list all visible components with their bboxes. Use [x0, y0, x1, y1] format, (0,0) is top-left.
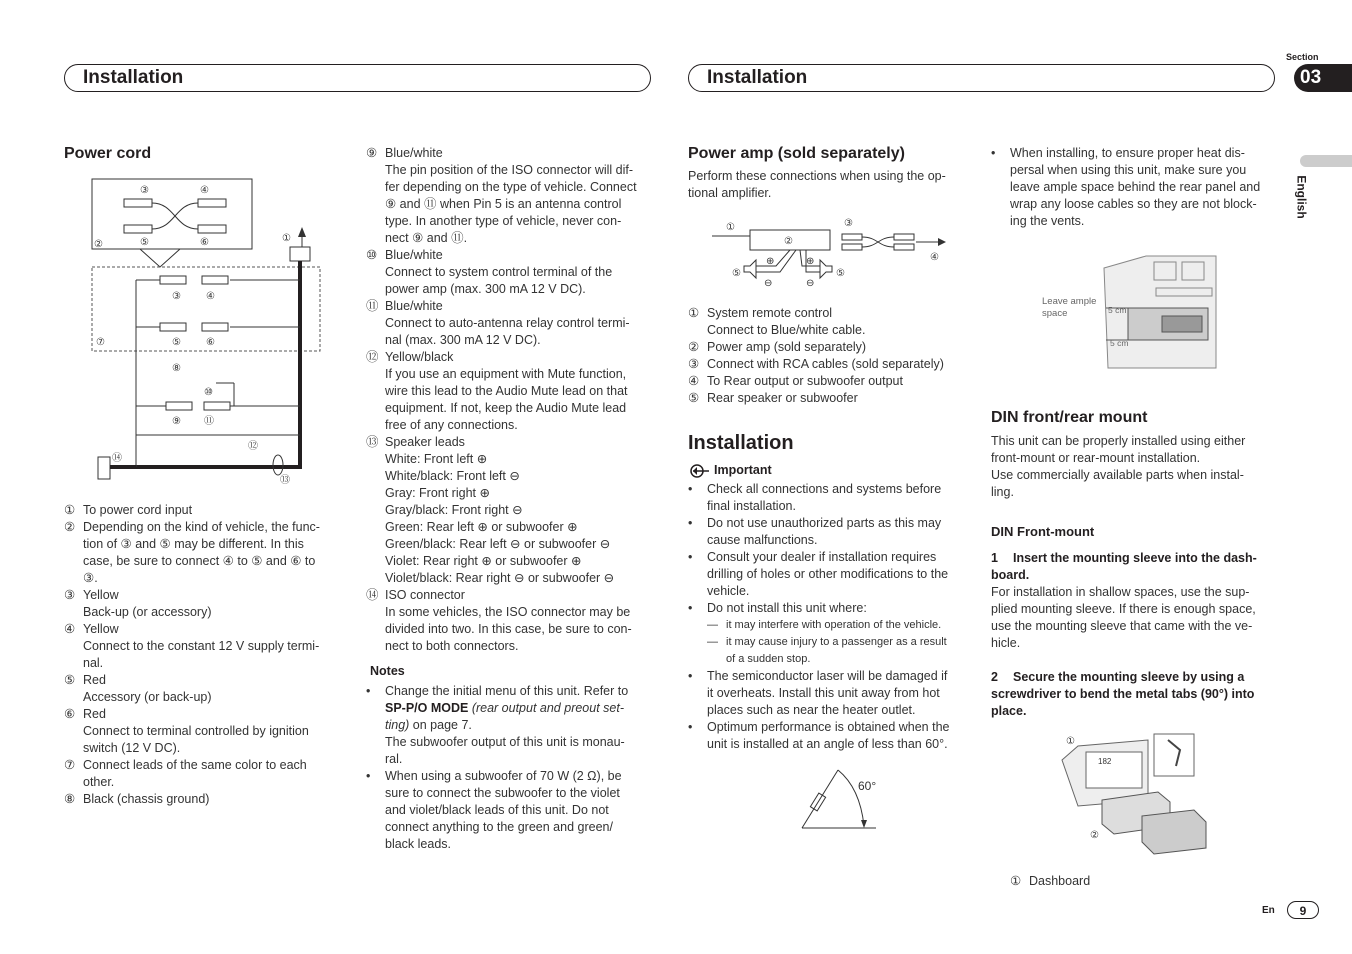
- notes-title: Notes: [370, 664, 405, 678]
- svg-text:⑪: ⑪: [204, 416, 214, 427]
- bullet-item: • Do not use unauthorized parts as this may cause malfunctions.: [688, 516, 942, 547]
- legend-item: ⑭ ISO connector In some vehicles, the ISO connector may be divided into two. In this case, be sure to con- nect to both connectors.: [366, 588, 632, 653]
- legend-item: ⑨ Blue/white The pin position of the ISO connector will dif- fer depending on the type of vehicle. Connect ⑨ and ⑪ when Pin 5 is an antenna control type. In another type of vehicle, never con- nect ⑨ and ⑪.: [366, 146, 637, 245]
- note-item: • Change the initial menu of this unit. Refer to SP-P/O MODE (rear output and preout set- ting) on page 7. The subwoofer output of this unit is monau- ral.: [366, 684, 629, 766]
- svg-text:⑤: ⑤: [172, 337, 181, 348]
- figure-caption: ① Dashboard: [1010, 874, 1091, 888]
- legend-item: ⑩ Blue/white Connect to system control terminal of the power amp (max. 300 mA 12 V DC).: [366, 248, 613, 296]
- notes-list: [366, 683, 656, 853]
- legend-item: ⑤ Rear speaker or subwoofer: [688, 391, 858, 405]
- svg-text:②: ②: [94, 239, 103, 250]
- bullet-item: • The semiconductor laser will be damaged if it overheats. Install this unit away from hot places such as near the heater outlet.: [688, 669, 948, 717]
- bullet-item: • When installing, to ensure proper heat dis- persal when using this unit, make sure you leave ample space behind the rear panel and wrap any loose cables so they are not block- ing the vents.: [991, 146, 1261, 228]
- din-mount-title: DIN front/rear mount: [991, 409, 1148, 426]
- bullet-item: • Consult your dealer if installation requires drilling of holes or other modifications to the vehicle.: [688, 550, 949, 598]
- page-number: 9: [1299, 904, 1307, 918]
- svg-text:③: ③: [172, 291, 181, 302]
- footer-lang: En: [1262, 905, 1275, 916]
- note-item: • When using a subwoofer of 70 W (2 Ω), be sure to connect the subwoofer to the violet and violet/black leads of this unit. Do not connect anything to the green and green/ black leads.: [366, 769, 622, 851]
- legend-item: ⑫ Yellow/black If you use an equipment with Mute function, wire this lead to the Audio Mute lead on that equipment. If not, keep the Audio Mute lead free of any connections.: [366, 350, 628, 432]
- legend-item: ③ Connect with RCA cables (sold separately): [688, 357, 944, 371]
- svg-text:④: ④: [930, 252, 939, 263]
- svg-text:⑥: ⑥: [206, 337, 215, 348]
- step1-text: For installation in shallow spaces, use the sup- plied mounting sleeve. If there is enough space, use the mounting sleeve that came with the ve- hicle.: [991, 585, 1256, 650]
- page-number-badge: [1287, 901, 1319, 919]
- svg-text:⑧: ⑧: [172, 363, 181, 374]
- legend-item: ② Power amp (sold separately): [688, 340, 867, 354]
- legend-item: ⑦ Connect leads of the same color to each other.: [64, 758, 307, 789]
- svg-text:④: ④: [206, 291, 215, 302]
- bullet-item: • Optimum performance is obtained when the unit is installed at an angle of less than 60°.: [688, 720, 950, 751]
- section-number-badge: [1294, 64, 1352, 92]
- svg-text:⑫: ⑫: [248, 441, 258, 452]
- left-header-bar: [64, 64, 651, 92]
- svg-text:⑭: ⑭: [112, 453, 122, 464]
- power-amp-legend: [688, 305, 978, 407]
- fig-dim2: 5 cm: [1110, 338, 1129, 348]
- svg-text:①: ①: [726, 222, 735, 233]
- bullet-item: • Check all connections and systems before final installation.: [688, 482, 942, 513]
- fig-label-line2: space: [1042, 308, 1068, 319]
- dash-item: — it may interfere with operation of the vehicle.: [707, 619, 942, 631]
- legend-item: ④ To Rear output or subwoofer output: [688, 374, 903, 388]
- language-tab: [1300, 155, 1352, 167]
- legend-item: ① System remote control Connect to Blue/white cable.: [688, 306, 866, 337]
- svg-text:⊖: ⊖: [764, 278, 773, 289]
- svg-text:⑤: ⑤: [836, 268, 845, 279]
- bullet-item: • Do not install this unit where:: [688, 601, 867, 615]
- svg-text:⊖: ⊖: [806, 278, 815, 289]
- svg-text:④: ④: [200, 185, 209, 196]
- legend-item: ⑤ Red Accessory (or back-up): [64, 673, 212, 704]
- right-header-bar: [688, 64, 1275, 92]
- section-number: 03: [1300, 67, 1322, 88]
- fig-182: 182: [1098, 757, 1112, 766]
- important-icon: [689, 464, 711, 478]
- power-amp-title: Power amp (sold separately): [688, 145, 905, 162]
- section-label: Section: [1286, 52, 1319, 62]
- front-mount-title: DIN Front-mount: [991, 524, 1095, 539]
- svg-text:⑥: ⑥: [200, 237, 209, 248]
- svg-text:⊕: ⊕: [806, 256, 815, 267]
- angle-diagram: [798, 764, 888, 834]
- svg-text:③: ③: [140, 185, 149, 196]
- important-label: Important: [714, 463, 772, 477]
- installation-title: Installation: [688, 432, 794, 454]
- svg-text:③: ③: [844, 218, 853, 229]
- svg-text:⑤: ⑤: [140, 237, 149, 248]
- power-cord-legend: [64, 502, 354, 808]
- front-mount-diagram: [1058, 730, 1218, 860]
- svg-text:⑤: ⑤: [732, 268, 741, 279]
- power-amp-diagram: [710, 212, 970, 292]
- legend-item: ⑬ Speaker leads White: Front left ⊕ White/black: Front left ⊖ Gray: Front right ⊕ Gray/black: Front right ⊖ Green: Rear left ⊕ or subwoofer ⊕ Green/black: Rear left ⊖ or subwoofer ⊖ Violet: Rear right ⊕ or subwoofer ⊕ Violet/black: Rear right ⊖ or subwoofer ⊖: [366, 435, 615, 585]
- left-header-title: Installation: [83, 67, 184, 88]
- heat-bullet: [991, 145, 1281, 230]
- legend-item: ⑧ Black (chassis ground): [64, 792, 210, 806]
- step1-heading: 1 Insert the mounting sleeve into the dash- board.: [991, 551, 1257, 582]
- svg-text:⑨: ⑨: [172, 416, 181, 427]
- legend-item: ③ Yellow Back-up (or accessory): [64, 588, 212, 619]
- svg-text:⑦: ⑦: [96, 337, 105, 348]
- svg-text:⑩: ⑩: [204, 387, 213, 398]
- svg-text:①: ①: [282, 233, 291, 244]
- power-cord-title: Power cord: [64, 145, 152, 162]
- right-header-title: Installation: [707, 67, 808, 88]
- language-side-label: English: [1294, 175, 1309, 219]
- legend-item: ④ Yellow Connect to the constant 12 V supply termi- nal.: [64, 622, 320, 670]
- svg-text:②: ②: [784, 236, 793, 247]
- fig-label-line1: Leave ample: [1042, 296, 1097, 307]
- dash-item: — it may cause injury to a passenger as a result of a sudden stop.: [707, 636, 947, 665]
- power-cord-legend-continued: [366, 145, 656, 655]
- din-mount-text: This unit can be properly installed using either front-mount or rear-mount installation. Use commercially available parts when instal- ling.: [991, 434, 1246, 499]
- svg-text:⊕: ⊕: [766, 256, 775, 267]
- svg-text:⑬: ⑬: [280, 475, 290, 486]
- angle-label: 60°: [858, 779, 877, 793]
- ventilation-diagram: [1036, 250, 1226, 370]
- installation-bullets: [688, 481, 978, 753]
- legend-item: ① To power cord input: [64, 503, 193, 517]
- power-amp-intro: Perform these connections when using the op- tional amplifier.: [688, 169, 946, 200]
- fig-dim1: 5 cm: [1108, 305, 1127, 315]
- fig-callout-1: ①: [1066, 736, 1075, 747]
- legend-item: ⑥ Red Connect to terminal controlled by ignition switch (12 V DC).: [64, 707, 309, 755]
- legend-item: ② Depending on the kind of vehicle, the func- tion of ③ and ⑤ may be different. In this case, be sure to connect ④ to ⑤ and ⑥ to ③.: [64, 520, 320, 585]
- legend-item: ⑪ Blue/white Connect to auto-antenna relay control termi- nal (max. 300 mA 12 V DC).: [366, 299, 630, 347]
- step2-heading: 2 Secure the mounting sleeve by using a screwdriver to bend the metal tabs (90°) into place.: [991, 670, 1255, 718]
- power-cord-diagram: [80, 175, 340, 495]
- fig-callout-2: ②: [1090, 830, 1099, 841]
